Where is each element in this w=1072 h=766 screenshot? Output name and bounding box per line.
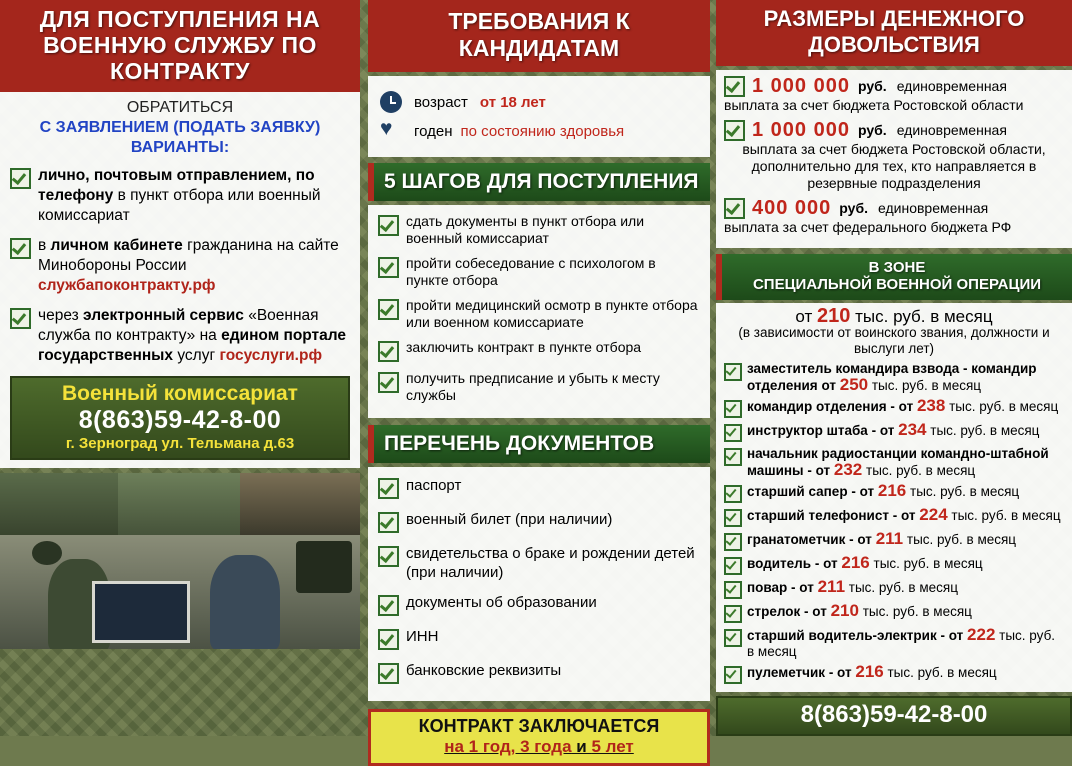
checkmark-icon: [724, 400, 742, 418]
option-2-text: [38, 236, 350, 296]
list-item: [378, 297, 700, 331]
commissariat-label: Военный комиссариат: [62, 382, 298, 405]
checkmark-icon: [378, 299, 399, 320]
payment-1-amount: 1 000 000: [752, 75, 850, 97]
zone-amount: 210: [817, 305, 851, 327]
job-1: [747, 361, 1064, 394]
payment-3-kind: единовременная: [878, 200, 989, 216]
job-11-from: - от: [940, 628, 964, 643]
steps-list: [368, 205, 710, 418]
list-item: [378, 476, 700, 499]
zone-unit: тыс. руб. в месяц: [855, 307, 993, 326]
job-5-title: старший сапер: [747, 484, 848, 499]
list-item: [10, 306, 350, 366]
doc-6-text: банковские реквизиты: [406, 662, 562, 679]
checkmark-icon: [10, 308, 31, 329]
checkmark-icon: [10, 168, 31, 189]
option-3-part1: через: [38, 307, 84, 324]
job-6-amount: 224: [919, 505, 948, 524]
list-item: [724, 198, 1064, 236]
job-8-amount: 216: [841, 553, 870, 572]
column1-subtitle-group: [10, 98, 350, 158]
list-item: [10, 236, 350, 296]
payment-3-unit: руб.: [839, 200, 868, 216]
job-7-amount: 211: [875, 529, 904, 548]
checkmark-icon: [378, 341, 399, 362]
checkmark-icon: [378, 478, 399, 499]
age-value: от 18 лет: [479, 93, 546, 111]
list-item: [724, 361, 1064, 394]
list-item: [724, 531, 1064, 551]
job-9-title: повар: [747, 580, 788, 595]
background-person: [296, 541, 352, 593]
zone-base-pay: [724, 305, 1064, 327]
checkmark-icon: [724, 605, 742, 623]
heart-icon: [380, 120, 402, 142]
list-item: [378, 510, 700, 533]
monitor-icon: [92, 581, 190, 643]
photo-main-office: [0, 535, 360, 649]
checkmark-icon: [724, 424, 742, 442]
list-item: [378, 370, 700, 404]
job-3: [747, 422, 1064, 439]
list-item: [724, 483, 1064, 503]
job-1-from: от: [821, 378, 836, 393]
list-item: [724, 446, 1064, 479]
contract-duration-box: [368, 709, 710, 766]
job-5: [747, 483, 1064, 500]
photo-collage: [0, 473, 360, 649]
option-1-part1: лично, почтовым отправлением,: [38, 167, 292, 184]
documents-title: ПЕРЕЧЕНЬ ДОКУМЕНТОВ: [368, 425, 710, 463]
doc-1-text: паспорт: [406, 477, 462, 494]
job-1-title: заместитель командира взвода - командир отделения: [747, 361, 1037, 393]
job-6-from: - от: [892, 508, 916, 523]
option-2-part1: в: [38, 237, 51, 254]
commissariat-address: г. Зерноград ул. Тельмана д.63: [65, 435, 295, 452]
job-3-title: инструктор штаба: [747, 423, 868, 438]
job-3-amount: 234: [898, 420, 927, 439]
checkmark-icon: [378, 372, 399, 393]
option-3-part2: электронный сервис: [83, 307, 244, 324]
job-12-from: - от: [828, 665, 852, 680]
job-10-unit: тыс. руб. в месяц: [862, 604, 972, 619]
column1-body: [0, 92, 360, 468]
list-item: [724, 579, 1064, 599]
list-item: [380, 120, 698, 142]
job-11-title: старший водитель-электрик: [747, 628, 937, 643]
commissariat-contact-box: [10, 376, 350, 460]
job-7: [747, 531, 1064, 548]
option-2-part2: личном кабинете: [50, 237, 183, 254]
checkmark-icon: [378, 546, 399, 567]
job-1-unit: тыс. руб. в месяц: [871, 378, 982, 393]
checkmark-icon: [378, 215, 399, 236]
job-9-unit: тыс. руб. в месяц: [848, 580, 958, 595]
job-1-amount: 250: [839, 375, 869, 394]
zone-note: (в зависимости от воинского звания, должности и выслуги лет): [738, 325, 1050, 356]
job-8: [747, 555, 1064, 572]
photo-thumb-2: [118, 473, 240, 535]
job-5-unit: тыс. руб. в месяц: [910, 484, 1020, 499]
checkmark-icon: [724, 509, 742, 527]
checkmark-icon: [724, 629, 742, 647]
payment-2-kind: единовременная: [896, 122, 1007, 138]
list-item: [724, 603, 1064, 623]
officer-head: [32, 541, 62, 565]
checkmark-icon: [378, 512, 399, 533]
requirements-list: [368, 76, 710, 157]
list-item: [724, 507, 1064, 527]
job-11-unit: тыс. руб. в месяц: [747, 628, 1056, 659]
job-2-title: командир отделения: [747, 399, 887, 414]
list-item: [724, 664, 1064, 684]
list-item: [378, 661, 700, 684]
job-3-unit: тыс. руб. в месяц: [930, 423, 1040, 438]
checkmark-icon: [724, 666, 742, 684]
job-10-amount: 210: [830, 601, 859, 620]
job-9-from: - от: [791, 580, 814, 595]
checkmark-icon: [724, 76, 745, 97]
job-8-unit: тыс. руб. в месяц: [873, 556, 983, 571]
option-3-text: [38, 306, 350, 366]
job-8-title: водитель: [747, 556, 812, 571]
variants-label: ВАРИАНТЫ:: [130, 139, 230, 156]
step-5-text: получить предписание и убыть к месту службы: [406, 370, 660, 403]
column-payments: [710, 0, 1072, 736]
job-5-from: - от: [851, 484, 875, 499]
job-2-from: - от: [890, 399, 914, 414]
zone-from: от: [795, 307, 813, 326]
job-4-from: - от: [807, 463, 831, 478]
contract-terms-a: на 1 год, 3 года: [444, 737, 572, 756]
job-pay-list: [724, 361, 1064, 684]
list-item: [724, 627, 1064, 660]
column-enlistment: [0, 0, 360, 736]
checkmark-icon: [724, 448, 742, 466]
job-10-from: - от: [804, 604, 827, 619]
list-item: [378, 593, 700, 616]
job-2: [747, 398, 1064, 415]
health-label: годен: [414, 122, 453, 140]
payment-1-unit: руб.: [857, 78, 887, 94]
health-value: по состоянию здоровья: [460, 122, 625, 140]
step-2-text: пройти собеседование с психологом в пункте отбора: [406, 255, 656, 288]
list-item: [380, 91, 698, 113]
doc-2-text: военный билет (при наличии): [406, 511, 613, 528]
payment-3-desc: выплата за счет федерального бюджета РФ: [724, 219, 1012, 235]
payment-2-unit: руб.: [857, 122, 887, 138]
zone-title-line1: В ЗОНЕ: [868, 259, 926, 276]
job-2-unit: тыс. руб. в месяц: [949, 399, 1059, 414]
photo-thumb-1: [0, 473, 118, 535]
doc-5-text: ИНН: [406, 628, 439, 645]
apply-options-list: [10, 166, 350, 366]
list-item: [10, 166, 350, 226]
job-12-amount: 216: [855, 662, 884, 681]
mod-site-link[interactable]: службапоконтракту.рф: [38, 277, 216, 294]
payments-list: [716, 70, 1072, 248]
checkmark-icon: [724, 198, 745, 219]
job-7-title: гранатометчик: [747, 532, 846, 547]
visitor-silhouette: [210, 555, 280, 649]
zone-body: [716, 303, 1072, 692]
doc-3-text: свидетельства о браке и рождении детей (при наличии): [406, 545, 695, 581]
apply-label: ОБРАТИТЬСЯ: [126, 99, 234, 116]
checkmark-icon: [724, 581, 742, 599]
checkmark-icon: [10, 238, 31, 259]
steps-title: 5 ШАГОВ ДЛЯ ПОСТУПЛЕНИЯ: [368, 163, 710, 201]
job-7-from: - от: [849, 532, 872, 547]
payment-3-amount: 400 000: [752, 197, 832, 219]
column1-title: ДЛЯ ПОСТУПЛЕНИЯ НА ВОЕННУЮ СЛУЖБУ ПО КОНТРАКТУ: [0, 0, 360, 92]
list-item: [724, 555, 1064, 575]
option-3-part3: «Военная служба по контракту» на: [38, 307, 319, 344]
clock-icon: [380, 91, 402, 113]
job-8-from: - от: [814, 556, 838, 571]
step-4-text: заключить контракт в пункте отбора: [406, 339, 642, 355]
column3-phone[interactable]: 8(863)59-42-8-00: [716, 696, 1072, 736]
age-label: возраст: [414, 93, 468, 111]
list-item: [724, 76, 1064, 114]
job-12: [747, 664, 1064, 681]
job-4-unit: тыс. руб. в месяц: [866, 463, 976, 478]
list-item: [724, 120, 1064, 192]
list-item: [378, 627, 700, 650]
option-1-part3: в пункт отбора или военный комиссариат: [38, 187, 321, 224]
apply-statement: С ЗАЯВЛЕНИЕМ (ПОДАТЬ ЗАЯВКУ): [39, 119, 321, 136]
checkmark-icon: [378, 663, 399, 684]
job-6: [747, 507, 1064, 524]
photo-thumb-3: [240, 473, 360, 535]
payment-2-desc: выплата за счет бюджета Ростовской области, дополнительно для тех, кто направляется в резервные подразделения: [742, 141, 1046, 191]
checkmark-icon: [724, 557, 742, 575]
step-1-text: сдать документы в пункт отбора или военный комиссариат: [406, 213, 645, 246]
contract-terms-c: 5 лет: [591, 737, 634, 756]
job-7-unit: тыс. руб. в месяц: [906, 532, 1017, 547]
checkmark-icon: [378, 257, 399, 278]
payment-2-amount: 1 000 000: [752, 119, 850, 141]
job-3-from: - от: [871, 423, 895, 438]
commissariat-phone[interactable]: 8(863)59-42-8-00: [78, 406, 282, 434]
job-6-unit: тыс. руб. в месяц: [951, 508, 1061, 523]
contract-terms: [375, 737, 703, 757]
contract-terms-b: и: [571, 737, 592, 756]
job-2-amount: 238: [916, 396, 946, 415]
payments-title: РАЗМЕРЫ ДЕНЕЖНОГО ДОВОЛЬСТВИЯ: [716, 0, 1072, 66]
zone-title: [716, 254, 1072, 300]
doc-4-text: документы об образовании: [406, 594, 597, 611]
list-item: [378, 544, 700, 582]
checkmark-icon: [724, 485, 742, 503]
job-4-amount: 232: [833, 460, 863, 479]
checkmark-icon: [724, 363, 742, 381]
contract-label: КОНТРАКТ ЗАКЛЮЧАЕТСЯ: [418, 716, 660, 736]
column-requirements: [360, 0, 710, 756]
zone-title-line2: СПЕЦИАЛЬНОЙ ВОЕННОЙ ОПЕРАЦИИ: [752, 276, 1042, 293]
checkmark-icon: [724, 533, 742, 551]
job-9: [747, 579, 1064, 596]
job-12-title: пулеметчик: [747, 665, 826, 680]
job-9-amount: 211: [817, 577, 846, 596]
option-2-part3: гражданина на сайте Минобороны России: [38, 237, 339, 274]
job-11-amount: 222: [967, 625, 996, 644]
option-3-part4: едином портале государственных: [38, 327, 347, 364]
checkmark-icon: [378, 595, 399, 616]
option-1-part2: по телефону: [38, 167, 315, 204]
option-3-part5: услуг: [173, 347, 220, 364]
payment-1-desc: выплата за счет бюджета Ростовской области: [724, 97, 1024, 113]
job-4-title: начальник радиостанции командно-штабной машины: [747, 446, 1049, 478]
payment-1-kind: единовременная: [896, 78, 1007, 94]
job-6-title: старший телефонист: [747, 508, 889, 523]
list-item: [378, 255, 700, 289]
list-item: [378, 213, 700, 247]
job-5-amount: 216: [877, 481, 907, 500]
list-item: [378, 339, 700, 362]
job-12-unit: тыс. руб. в месяц: [887, 665, 997, 680]
job-11: [747, 627, 1064, 660]
documents-list: [368, 467, 710, 701]
option-1-text: [38, 166, 350, 226]
checkmark-icon: [378, 629, 399, 650]
checkmark-icon: [724, 120, 745, 141]
list-item: [724, 422, 1064, 442]
list-item: [724, 398, 1064, 418]
job-4: [747, 446, 1064, 479]
step-3-text: пройти медицинский осмотр в пункте отбора или военном комиссариате: [406, 297, 698, 330]
requirements-title: ТРЕБОВАНИЯ К КАНДИДАТАМ: [368, 0, 710, 72]
job-10-title: стрелок: [747, 604, 801, 619]
job-10: [747, 603, 1064, 620]
gosuslugi-link[interactable]: госуслуги.рф: [219, 347, 323, 364]
